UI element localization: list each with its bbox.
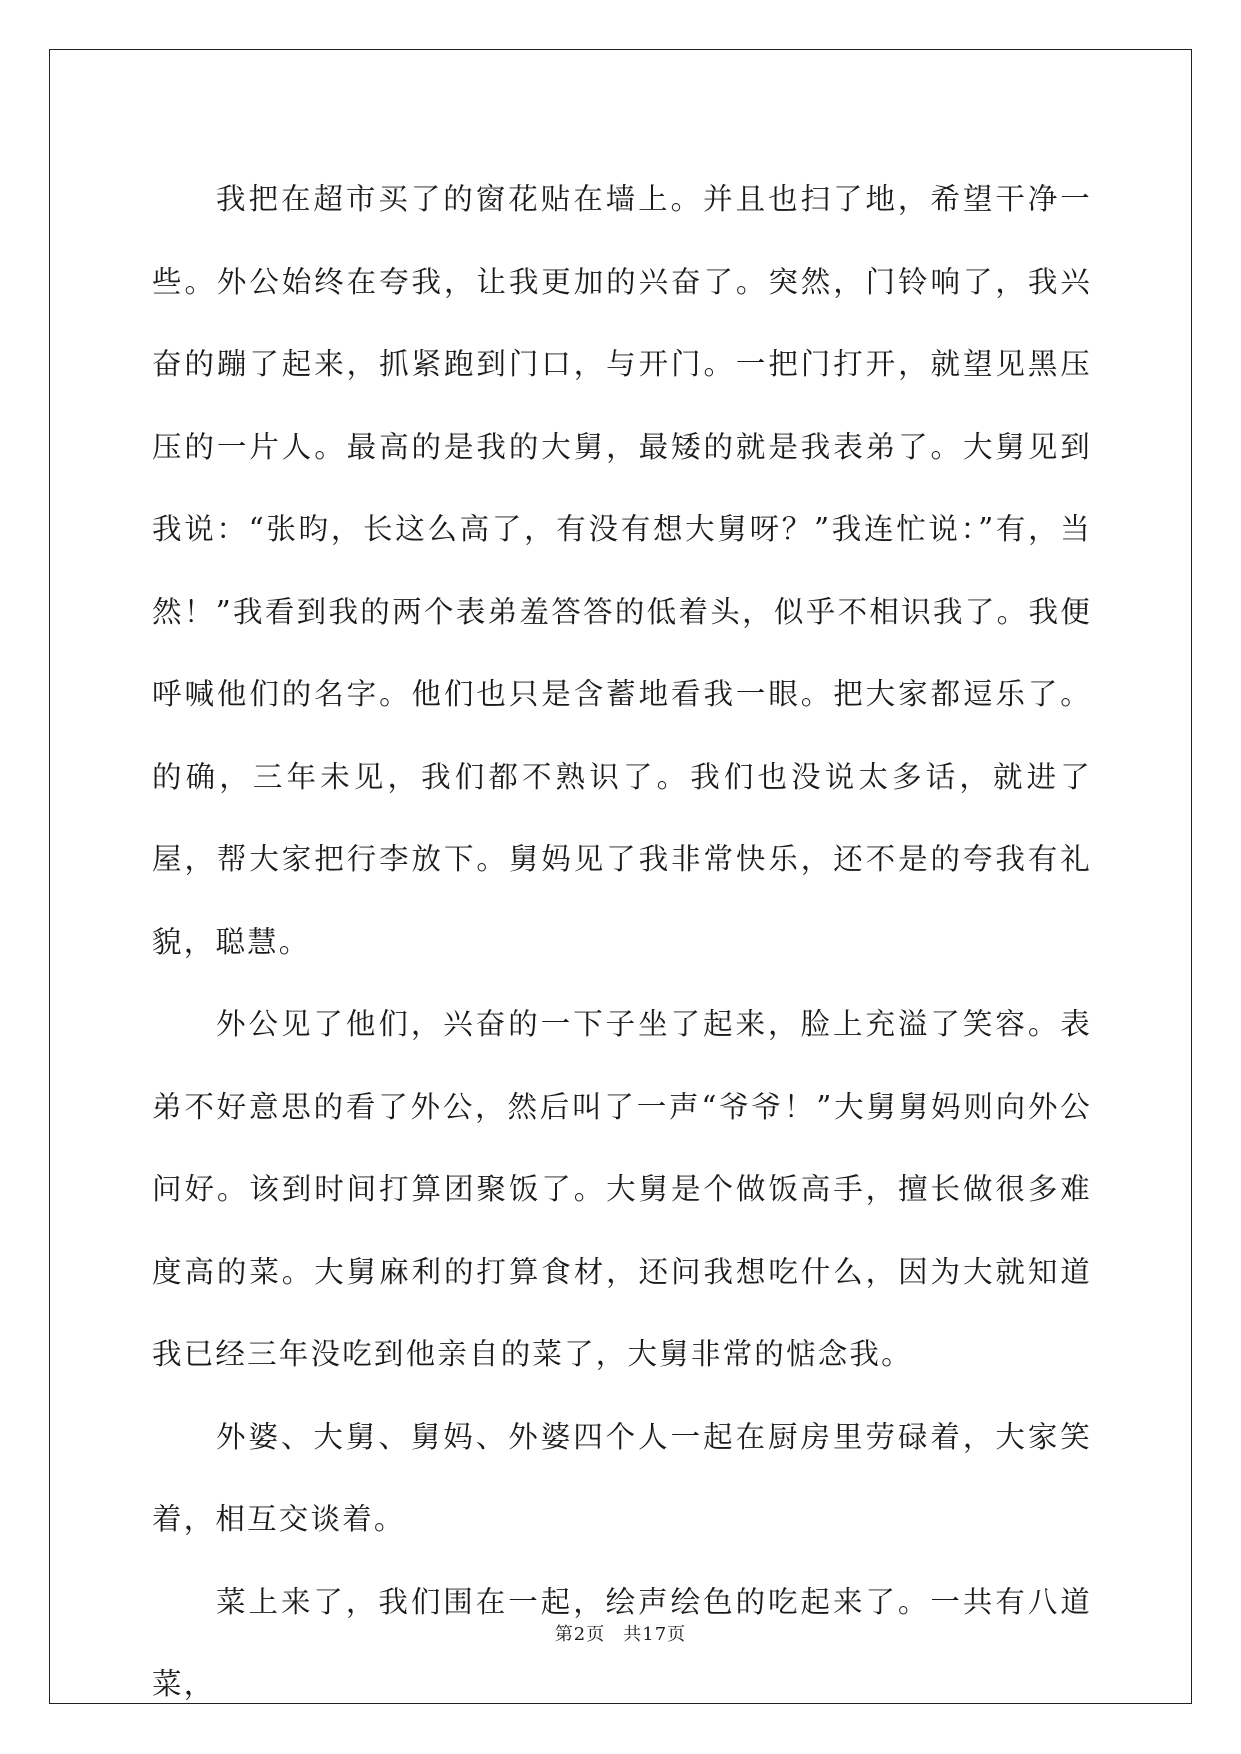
page-footer: [0, 1620, 1241, 1646]
paragraph-3: 外婆、大舅、舅妈、外婆四个人一起在厨房里劳碌着，大家笑着，相互交谈着。: [152, 1419, 1092, 1536]
document-body: [152, 158, 1092, 1726]
paragraph-4: 菜上来了，我们围在一起，绘声绘色的吃起来了。一共有八道菜，: [152, 1584, 1092, 1701]
paragraph-1: 我把在超市买了的窗花贴在墙上。并且也扫了地，希望干净一些。外公始终在夸我，让我更加的兴奋了。突然，门铃响了，我兴奋的蹦了起来，抓紧跑到门口，与开门。一把门打开，就望见黑压压的一片人。最高的是我的大舅，最矮的就是我表弟了。大舅见到我说：“张昀，长这么高了，有没有想大舅呀？”我连忙说：”有，当然！”我看到我的两个表弟羞答答的低着头，似乎不相识我了。我便呼喊他们的名字。他们也只是含蓄地看我一眼。把大家都逗乐了。的确，三年未见，我们都不熟识了。我们也没说太多话，就进了屋，帮大家把行李放下。舅妈见了我非常快乐，还不是的夸我有礼貌，聪慧。: [152, 182, 1092, 959]
paragraph-2: 外公见了他们，兴奋的一下子坐了起来，脸上充溢了笑容。表弟不好意思的看了外公，然后叫了一声“爷爷！”大舅舅妈则向外公问好。该到时间打算团聚饭了。大舅是个做饭高手，擅长做很多难度高的菜。大舅麻利的打算食材，还问我想吃什么，因为大就知道我已经三年没吃到他亲自的菜了，大舅非常的惦念我。: [152, 1007, 1092, 1371]
page-number-total: 共17页: [623, 1624, 687, 1645]
page-number-current: 第2页: [554, 1624, 606, 1645]
